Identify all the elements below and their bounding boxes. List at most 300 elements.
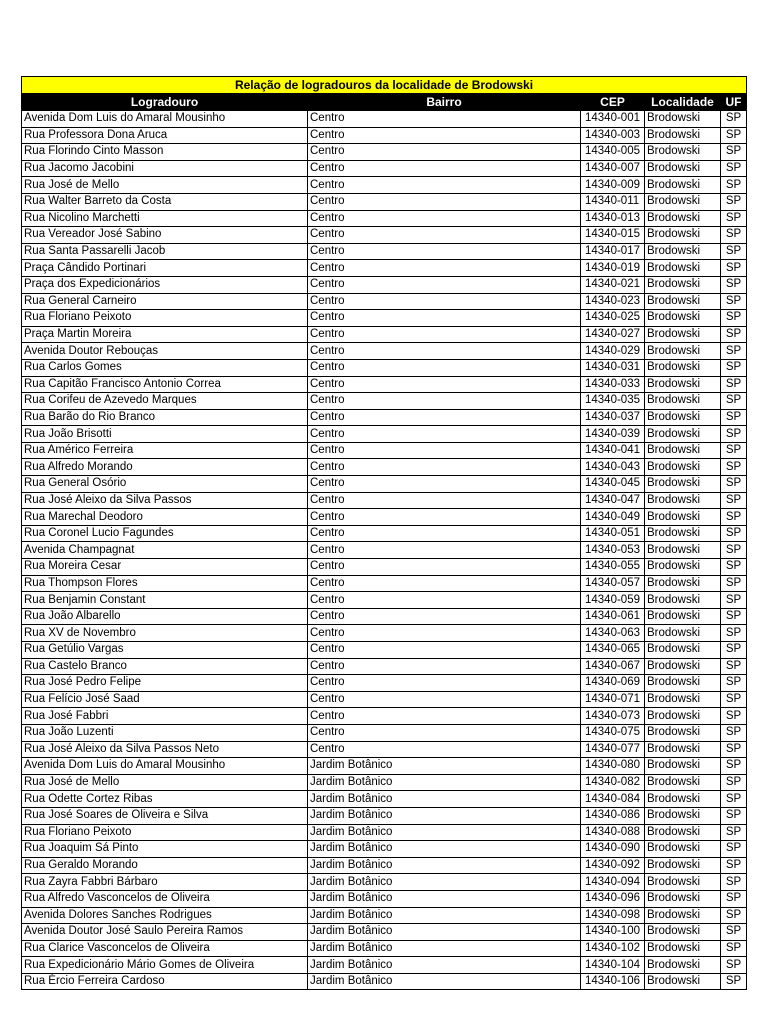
cell-cep: 14340-011: [581, 193, 645, 210]
cell-logradouro: Rua Moreira Cesar: [22, 559, 308, 576]
cell-bairro: Centro: [308, 608, 581, 625]
cell-uf: SP: [721, 890, 747, 907]
cell-uf: SP: [721, 177, 747, 194]
cell-cep: 14340-071: [581, 691, 645, 708]
cell-logradouro: Rua Vereador José Sabino: [22, 227, 308, 244]
table-title-row: [22, 77, 747, 94]
table-row: [22, 144, 747, 161]
cell-localidade: Brodowski: [645, 276, 721, 293]
cell-bairro: Centro: [308, 675, 581, 692]
cell-bairro: Centro: [308, 243, 581, 260]
cell-cep: 14340-086: [581, 807, 645, 824]
cell-bairro: Centro: [308, 542, 581, 559]
cell-bairro: Centro: [308, 127, 581, 144]
cell-cep: 14340-100: [581, 924, 645, 941]
cell-cep: 14340-041: [581, 442, 645, 459]
table-row: [22, 127, 747, 144]
table-row: [22, 476, 747, 493]
cell-uf: SP: [721, 774, 747, 791]
cell-bairro: Centro: [308, 509, 581, 526]
table-row: [22, 509, 747, 526]
cell-logradouro: Rua Joaquim Sá Pinto: [22, 841, 308, 858]
cell-uf: SP: [721, 724, 747, 741]
cell-cep: 14340-077: [581, 741, 645, 758]
cell-cep: 14340-003: [581, 127, 645, 144]
cell-localidade: Brodowski: [645, 293, 721, 310]
cell-logradouro: Rua Alfredo Vasconcelos de Oliveira: [22, 890, 308, 907]
cell-logradouro: Rua Américo Ferreira: [22, 442, 308, 459]
table-row: [22, 160, 747, 177]
cell-uf: SP: [721, 459, 747, 476]
cell-cep: 14340-102: [581, 940, 645, 957]
spreadsheet: [21, 76, 746, 990]
cell-cep: 14340-015: [581, 227, 645, 244]
cell-localidade: Brodowski: [645, 442, 721, 459]
cell-localidade: Brodowski: [645, 525, 721, 542]
table-row: [22, 592, 747, 609]
cell-logradouro: Rua Marechal Deodoro: [22, 509, 308, 526]
cell-logradouro: Rua Florindo Cinto Masson: [22, 144, 308, 161]
cell-logradouro: Rua José de Mello: [22, 177, 308, 194]
cell-logradouro: Praça Cândido Portinari: [22, 260, 308, 277]
cell-uf: SP: [721, 276, 747, 293]
cell-localidade: Brodowski: [645, 758, 721, 775]
table-title: Relação de logradouros da localidade de Brodowski: [22, 77, 747, 94]
cell-bairro: Centro: [308, 708, 581, 725]
cell-bairro: Centro: [308, 260, 581, 277]
cell-logradouro: Rua Carlos Gomes: [22, 359, 308, 376]
cell-bairro: Jardim Botânico: [308, 824, 581, 841]
cell-uf: SP: [721, 708, 747, 725]
table-row: [22, 227, 747, 244]
cell-uf: SP: [721, 525, 747, 542]
cell-logradouro: Rua José Soares de Oliveira e Silva: [22, 807, 308, 824]
cell-uf: SP: [721, 791, 747, 808]
cell-logradouro: Praça dos Expedicionários: [22, 276, 308, 293]
cell-localidade: Brodowski: [645, 492, 721, 509]
cell-localidade: Brodowski: [645, 326, 721, 343]
table-row: [22, 724, 747, 741]
cell-cep: 14340-033: [581, 376, 645, 393]
cell-cep: 14340-007: [581, 160, 645, 177]
cell-uf: SP: [721, 509, 747, 526]
cell-cep: 14340-063: [581, 625, 645, 642]
table-row: [22, 442, 747, 459]
table-row: [22, 924, 747, 941]
table-row: [22, 575, 747, 592]
cell-bairro: Centro: [308, 144, 581, 161]
table-row: [22, 857, 747, 874]
cell-cep: 14340-084: [581, 791, 645, 808]
cell-uf: SP: [721, 210, 747, 227]
cell-cep: 14340-080: [581, 758, 645, 775]
cell-bairro: Centro: [308, 177, 581, 194]
cell-bairro: Jardim Botânico: [308, 973, 581, 990]
cell-logradouro: Rua Geraldo Morando: [22, 857, 308, 874]
cell-logradouro: Rua José Pedro Felipe: [22, 675, 308, 692]
cell-localidade: Brodowski: [645, 890, 721, 907]
table-row: [22, 260, 747, 277]
cell-logradouro: Avenida Champagnat: [22, 542, 308, 559]
cell-uf: SP: [721, 841, 747, 858]
cell-logradouro: Rua Capitão Francisco Antonio Correa: [22, 376, 308, 393]
cell-logradouro: Rua Jacomo Jacobini: [22, 160, 308, 177]
cell-uf: SP: [721, 924, 747, 941]
table-row: [22, 393, 747, 410]
cell-uf: SP: [721, 409, 747, 426]
cell-cep: 14340-055: [581, 559, 645, 576]
cell-localidade: Brodowski: [645, 724, 721, 741]
table-row: [22, 625, 747, 642]
cell-cep: 14340-082: [581, 774, 645, 791]
table-row: [22, 343, 747, 360]
cell-uf: SP: [721, 691, 747, 708]
cell-localidade: Brodowski: [645, 409, 721, 426]
cell-uf: SP: [721, 642, 747, 659]
table-row: [22, 525, 747, 542]
cell-cep: 14340-031: [581, 359, 645, 376]
cell-logradouro: Rua Felício José Saad: [22, 691, 308, 708]
cell-bairro: Centro: [308, 160, 581, 177]
table-row: [22, 957, 747, 974]
cell-cep: 14340-039: [581, 426, 645, 443]
cell-uf: SP: [721, 625, 747, 642]
cell-localidade: Brodowski: [645, 193, 721, 210]
cell-bairro: Centro: [308, 210, 581, 227]
cell-bairro: Jardim Botânico: [308, 890, 581, 907]
cell-bairro: Centro: [308, 442, 581, 459]
cell-logradouro: Rua XV de Novembro: [22, 625, 308, 642]
cell-logradouro: Rua Floriano Peixoto: [22, 310, 308, 327]
cell-logradouro: Avenida Doutor Rebouças: [22, 343, 308, 360]
cell-bairro: Centro: [308, 724, 581, 741]
cell-localidade: Brodowski: [645, 343, 721, 360]
cell-uf: SP: [721, 326, 747, 343]
header-row: [22, 94, 747, 111]
cell-uf: SP: [721, 575, 747, 592]
table-row: [22, 359, 747, 376]
cell-uf: SP: [721, 542, 747, 559]
cell-localidade: Brodowski: [645, 111, 721, 128]
table-row: [22, 426, 747, 443]
cell-bairro: Centro: [308, 227, 581, 244]
cell-cep: 14340-023: [581, 293, 645, 310]
table-row: [22, 940, 747, 957]
cell-uf: SP: [721, 857, 747, 874]
cell-localidade: Brodowski: [645, 210, 721, 227]
cell-localidade: Brodowski: [645, 675, 721, 692]
cell-localidade: Brodowski: [645, 957, 721, 974]
cell-logradouro: Rua Clarice Vasconcelos de Oliveira: [22, 940, 308, 957]
cell-localidade: Brodowski: [645, 940, 721, 957]
table-row: [22, 210, 747, 227]
cell-cep: 14340-065: [581, 642, 645, 659]
cell-uf: SP: [721, 227, 747, 244]
table-row: [22, 177, 747, 194]
cell-localidade: Brodowski: [645, 924, 721, 941]
cell-uf: SP: [721, 874, 747, 891]
cell-localidade: Brodowski: [645, 177, 721, 194]
cell-bairro: Jardim Botânico: [308, 924, 581, 941]
cell-bairro: Centro: [308, 111, 581, 128]
cell-logradouro: Rua Ércio Ferreira Cardoso: [22, 973, 308, 990]
table-row: [22, 807, 747, 824]
cell-uf: SP: [721, 111, 747, 128]
cell-uf: SP: [721, 608, 747, 625]
cell-localidade: Brodowski: [645, 243, 721, 260]
cell-cep: 14340-067: [581, 658, 645, 675]
table-row: [22, 542, 747, 559]
cell-uf: SP: [721, 359, 747, 376]
cell-uf: SP: [721, 160, 747, 177]
table-row: [22, 874, 747, 891]
cell-uf: SP: [721, 592, 747, 609]
cell-uf: SP: [721, 310, 747, 327]
cell-uf: SP: [721, 675, 747, 692]
cell-localidade: Brodowski: [645, 774, 721, 791]
cell-bairro: Jardim Botânico: [308, 874, 581, 891]
cell-cep: 14340-001: [581, 111, 645, 128]
cell-uf: SP: [721, 907, 747, 924]
table-row: [22, 376, 747, 393]
cell-logradouro: Avenida Doutor José Saulo Pereira Ramos: [22, 924, 308, 941]
cell-bairro: Centro: [308, 393, 581, 410]
table-row: [22, 691, 747, 708]
table-row: [22, 326, 747, 343]
cell-logradouro: Rua Nicolino Marchetti: [22, 210, 308, 227]
table-row: [22, 841, 747, 858]
cell-cep: 14340-025: [581, 310, 645, 327]
column-header-bairro: Bairro: [308, 94, 581, 111]
cell-bairro: Jardim Botânico: [308, 807, 581, 824]
table-row: [22, 758, 747, 775]
cell-logradouro: Rua Corifeu de Azevedo Marques: [22, 393, 308, 410]
cell-bairro: Centro: [308, 691, 581, 708]
cell-bairro: Centro: [308, 559, 581, 576]
cell-cep: 14340-017: [581, 243, 645, 260]
cell-bairro: Jardim Botânico: [308, 857, 581, 874]
cell-cep: 14340-049: [581, 509, 645, 526]
cell-cep: 14340-045: [581, 476, 645, 493]
cell-bairro: Jardim Botânico: [308, 758, 581, 775]
cell-logradouro: Avenida Dom Luis do Amaral Mousinho: [22, 758, 308, 775]
cell-logradouro: Rua Odette Cortez Ribas: [22, 791, 308, 808]
cell-localidade: Brodowski: [645, 592, 721, 609]
cell-uf: SP: [721, 973, 747, 990]
cell-uf: SP: [721, 393, 747, 410]
cell-cep: 14340-104: [581, 957, 645, 974]
cell-uf: SP: [721, 243, 747, 260]
table-row: [22, 310, 747, 327]
street-table: [21, 76, 747, 990]
cell-logradouro: Rua Getúlio Vargas: [22, 642, 308, 659]
table-row: [22, 774, 747, 791]
cell-logradouro: Rua José de Mello: [22, 774, 308, 791]
cell-bairro: Centro: [308, 492, 581, 509]
cell-cep: 14340-047: [581, 492, 645, 509]
cell-bairro: Centro: [308, 193, 581, 210]
cell-localidade: Brodowski: [645, 841, 721, 858]
table-row: [22, 293, 747, 310]
cell-bairro: Centro: [308, 625, 581, 642]
cell-localidade: Brodowski: [645, 791, 721, 808]
table-row: [22, 741, 747, 758]
cell-cep: 14340-073: [581, 708, 645, 725]
table-row: [22, 193, 747, 210]
cell-uf: SP: [721, 127, 747, 144]
table-row: [22, 658, 747, 675]
table-body: [22, 111, 747, 990]
cell-uf: SP: [721, 758, 747, 775]
cell-cep: 14340-019: [581, 260, 645, 277]
cell-logradouro: Rua Benjamin Constant: [22, 592, 308, 609]
cell-localidade: Brodowski: [645, 144, 721, 161]
cell-localidade: Brodowski: [645, 426, 721, 443]
cell-bairro: Centro: [308, 326, 581, 343]
cell-cep: 14340-075: [581, 724, 645, 741]
cell-localidade: Brodowski: [645, 658, 721, 675]
cell-logradouro: Rua General Carneiro: [22, 293, 308, 310]
cell-cep: 14340-059: [581, 592, 645, 609]
cell-bairro: Jardim Botânico: [308, 957, 581, 974]
cell-uf: SP: [721, 807, 747, 824]
table-row: [22, 459, 747, 476]
cell-uf: SP: [721, 957, 747, 974]
cell-cep: 14340-029: [581, 343, 645, 360]
table-row: [22, 492, 747, 509]
cell-logradouro: Rua Floriano Peixoto: [22, 824, 308, 841]
cell-cep: 14340-096: [581, 890, 645, 907]
table-row: [22, 708, 747, 725]
cell-cep: 14340-094: [581, 874, 645, 891]
table-row: [22, 276, 747, 293]
cell-logradouro: Rua Coronel Lucio Fagundes: [22, 525, 308, 542]
table-row: [22, 409, 747, 426]
cell-localidade: Brodowski: [645, 874, 721, 891]
cell-localidade: Brodowski: [645, 393, 721, 410]
cell-uf: SP: [721, 144, 747, 161]
cell-localidade: Brodowski: [645, 260, 721, 277]
cell-logradouro: Rua João Luzenti: [22, 724, 308, 741]
cell-logradouro: Rua Castelo Branco: [22, 658, 308, 675]
table-row: [22, 559, 747, 576]
cell-logradouro: Rua Zayra Fabbri Bárbaro: [22, 874, 308, 891]
cell-localidade: Brodowski: [645, 459, 721, 476]
cell-uf: SP: [721, 741, 747, 758]
cell-cep: 14340-027: [581, 326, 645, 343]
cell-cep: 14340-035: [581, 393, 645, 410]
cell-logradouro: Rua Alfredo Morando: [22, 459, 308, 476]
cell-uf: SP: [721, 293, 747, 310]
cell-localidade: Brodowski: [645, 542, 721, 559]
cell-uf: SP: [721, 343, 747, 360]
cell-bairro: Centro: [308, 359, 581, 376]
table-row: [22, 973, 747, 990]
cell-bairro: Centro: [308, 575, 581, 592]
cell-localidade: Brodowski: [645, 907, 721, 924]
cell-cep: 14340-057: [581, 575, 645, 592]
cell-cep: 14340-090: [581, 841, 645, 858]
cell-uf: SP: [721, 442, 747, 459]
cell-bairro: Centro: [308, 525, 581, 542]
cell-uf: SP: [721, 193, 747, 210]
cell-localidade: Brodowski: [645, 509, 721, 526]
table-row: [22, 642, 747, 659]
cell-cep: 14340-051: [581, 525, 645, 542]
cell-cep: 14340-005: [581, 144, 645, 161]
cell-cep: 14340-037: [581, 409, 645, 426]
cell-localidade: Brodowski: [645, 559, 721, 576]
cell-bairro: Centro: [308, 343, 581, 360]
cell-logradouro: Avenida Dom Luis do Amaral Mousinho: [22, 111, 308, 128]
column-header-localidade: Localidade: [645, 94, 721, 111]
cell-logradouro: Rua João Brisotti: [22, 426, 308, 443]
cell-cep: 14340-061: [581, 608, 645, 625]
cell-localidade: Brodowski: [645, 127, 721, 144]
table-row: [22, 111, 747, 128]
table-row: [22, 675, 747, 692]
cell-cep: 14340-088: [581, 824, 645, 841]
cell-cep: 14340-043: [581, 459, 645, 476]
cell-uf: SP: [721, 376, 747, 393]
cell-bairro: Centro: [308, 642, 581, 659]
cell-localidade: Brodowski: [645, 476, 721, 493]
cell-cep: 14340-098: [581, 907, 645, 924]
cell-bairro: Jardim Botânico: [308, 841, 581, 858]
cell-logradouro: Rua José Aleixo da Silva Passos Neto: [22, 741, 308, 758]
cell-localidade: Brodowski: [645, 973, 721, 990]
cell-localidade: Brodowski: [645, 160, 721, 177]
cell-uf: SP: [721, 492, 747, 509]
cell-bairro: Centro: [308, 293, 581, 310]
cell-uf: SP: [721, 476, 747, 493]
cell-localidade: Brodowski: [645, 741, 721, 758]
cell-logradouro: Praça Martin Moreira: [22, 326, 308, 343]
table-row: [22, 907, 747, 924]
table-row: [22, 824, 747, 841]
cell-logradouro: Rua José Fabbri: [22, 708, 308, 725]
cell-uf: SP: [721, 940, 747, 957]
cell-localidade: Brodowski: [645, 691, 721, 708]
cell-localidade: Brodowski: [645, 359, 721, 376]
column-header-logradouro: Logradouro: [22, 94, 308, 111]
cell-logradouro: Rua Thompson Flores: [22, 575, 308, 592]
cell-uf: SP: [721, 260, 747, 277]
table-row: [22, 243, 747, 260]
cell-bairro: Jardim Botânico: [308, 940, 581, 957]
cell-localidade: Brodowski: [645, 807, 721, 824]
cell-cep: 14340-013: [581, 210, 645, 227]
cell-uf: SP: [721, 559, 747, 576]
cell-logradouro: Rua José Aleixo da Silva Passos: [22, 492, 308, 509]
cell-bairro: Jardim Botânico: [308, 791, 581, 808]
cell-uf: SP: [721, 824, 747, 841]
cell-uf: SP: [721, 658, 747, 675]
cell-logradouro: Rua Walter Barreto da Costa: [22, 193, 308, 210]
cell-bairro: Centro: [308, 409, 581, 426]
cell-bairro: Centro: [308, 741, 581, 758]
cell-bairro: Jardim Botânico: [308, 774, 581, 791]
column-header-uf: UF: [721, 94, 747, 111]
cell-logradouro: Rua Barão do Rio Branco: [22, 409, 308, 426]
cell-localidade: Brodowski: [645, 642, 721, 659]
cell-logradouro: Rua João Albarello: [22, 608, 308, 625]
cell-bairro: Centro: [308, 426, 581, 443]
cell-localidade: Brodowski: [645, 857, 721, 874]
cell-localidade: Brodowski: [645, 824, 721, 841]
cell-localidade: Brodowski: [645, 227, 721, 244]
cell-localidade: Brodowski: [645, 608, 721, 625]
